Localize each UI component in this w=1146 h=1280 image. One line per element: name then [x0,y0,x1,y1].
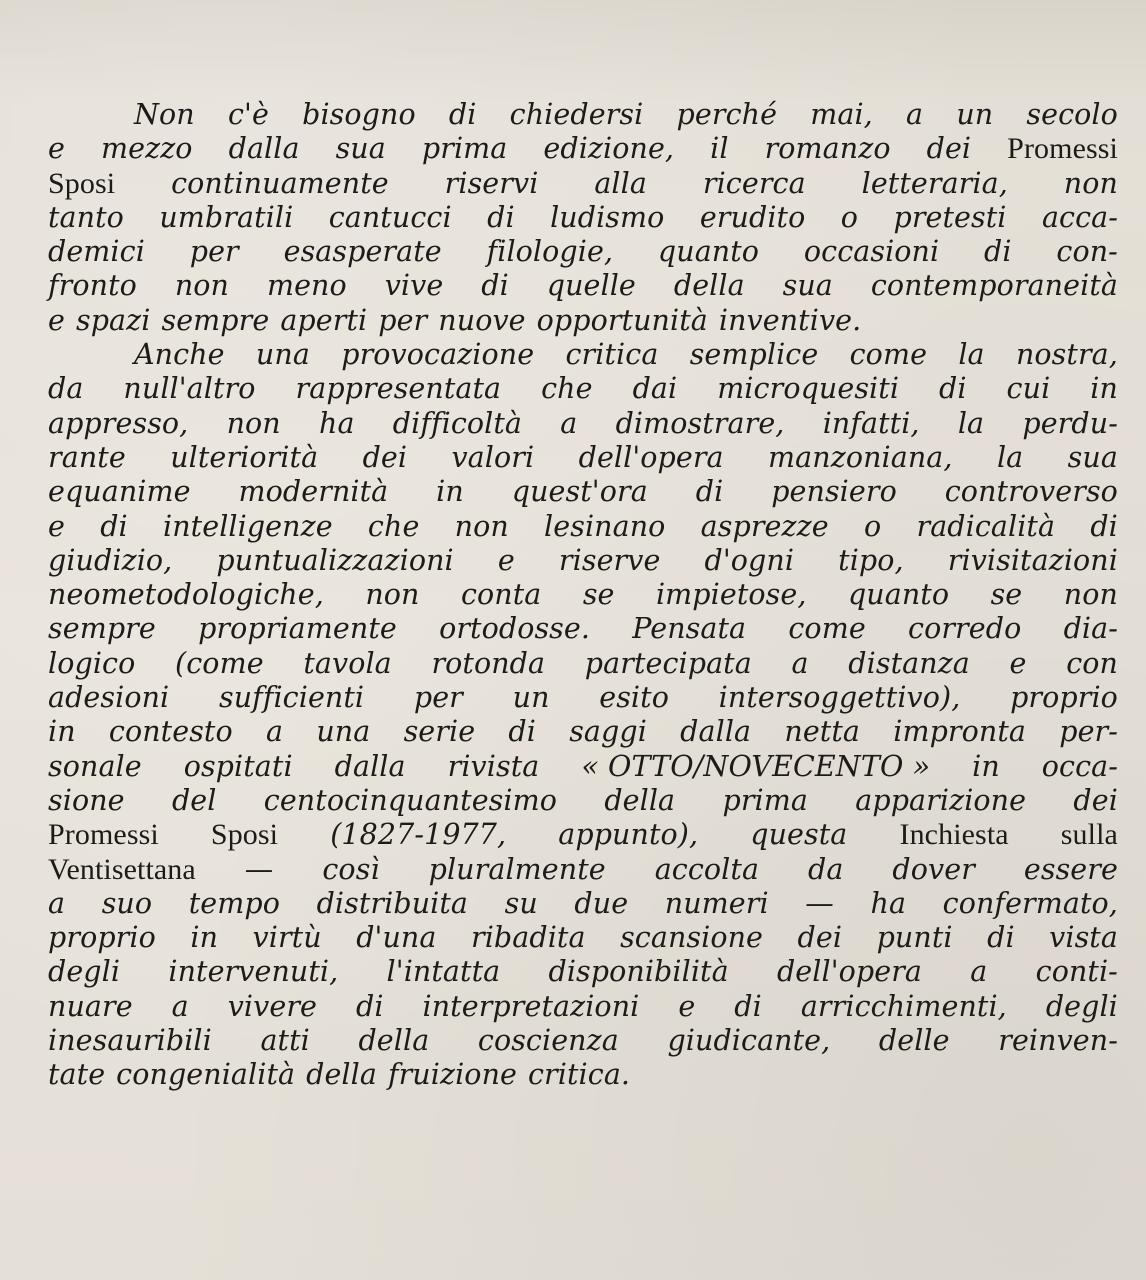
word: come [849,338,928,372]
word: proprio [1010,681,1118,715]
word: con [1066,646,1118,680]
word: modernità [238,475,389,509]
word: un [956,98,994,131]
word: cantucci [328,200,452,234]
word: opportunità [536,303,708,337]
word: semplice [689,338,819,372]
word: suo [101,886,153,920]
word: sufficienti [218,681,365,715]
word: bisogno [302,98,416,131]
word: prima [421,132,508,166]
word: degli [1045,989,1118,1023]
word: una [316,715,371,749]
word: a [970,955,988,989]
word: netta [784,715,860,749]
word: dalla [680,715,752,749]
word: sua [1067,440,1118,474]
word: che [367,509,420,543]
word: della [306,1058,377,1092]
text-line [48,304,1118,338]
word: da [48,372,84,406]
word: edizione, [543,132,675,166]
word: partecipata [584,646,752,680]
word: così [322,852,380,886]
text-line [48,990,1118,1024]
word: propriamente [198,612,397,646]
word: romanzo [764,132,891,166]
text-line [48,475,1118,509]
text-line [48,647,1118,681]
word: null'altro [123,372,256,406]
word: non [174,269,230,303]
word: virtù [252,921,322,955]
word: lesinano [544,509,666,543]
word: non [454,509,509,543]
word: in [190,921,219,955]
word: sulla [1060,818,1118,852]
word: del [171,783,217,817]
text-line [48,955,1118,989]
text-line [48,338,1118,372]
word: o [840,200,859,234]
word: della [358,1024,430,1058]
text-line [48,1024,1118,1058]
text-line [48,681,1118,715]
word: ribadita [470,921,586,955]
word: reinven- [998,1024,1118,1058]
word: giudicante, [667,1024,831,1058]
word: di [987,921,1015,955]
word: non [1063,578,1118,612]
word: contemporaneità [870,269,1118,303]
word: equanime [48,475,191,509]
word: rivista [447,749,540,783]
word: conta [460,578,542,612]
word: letteraria, [861,166,1008,200]
word: e [1009,646,1027,680]
word: rappresentata [295,372,502,406]
word: a [560,406,578,440]
word: — [244,852,274,886]
word: della [673,269,745,303]
text-line [48,201,1118,235]
word: saggi [569,715,647,749]
word: impietose, [655,578,807,612]
word: la [958,338,985,372]
text-line [48,784,1118,818]
word: ulteriorità [170,440,319,474]
word: sempre [161,303,270,337]
word: d'una [356,921,437,955]
word: (1827-1977, [330,818,507,852]
word: manzoniana, [768,440,953,474]
word: perché [676,98,778,131]
text-line [48,544,1118,578]
word: dei [797,921,843,955]
word: per [413,681,463,715]
word: non [226,406,281,440]
word: dai [632,372,678,406]
word: in [1090,372,1118,406]
word: il [710,132,729,166]
word: ospitati [183,749,293,783]
word: delle [878,1024,950,1058]
word: rotonda [431,646,546,680]
word: vive [384,269,444,303]
word: a [48,886,66,920]
word: scansione [620,921,764,955]
word: — [805,886,834,920]
word: Promessi [1007,132,1118,166]
word: dalla [228,132,300,166]
word: tate [48,1058,106,1092]
word: inesauribili [48,1024,212,1058]
word: o [863,509,882,543]
word: radicalità [916,509,1056,543]
word: in [436,475,464,509]
text-line [48,887,1118,921]
word: proprio [48,921,156,955]
word: apparizione [855,783,1027,817]
word: difficoltà [392,406,523,440]
word: e [48,303,65,337]
text-line [48,1058,1118,1092]
word: due [574,886,629,920]
word: Pensata [632,612,747,646]
word: nuove [438,303,526,337]
word: se [990,578,1023,612]
word: a [265,715,284,749]
word: mai, [810,98,873,131]
word: dalla [334,749,406,783]
word: corredo [908,612,1022,646]
word: per- [1059,715,1118,749]
word: (come [175,646,264,680]
word: intelligenze [163,509,333,543]
word: sua [335,132,386,166]
word: e [497,543,515,577]
word: non [365,578,420,612]
word: filologie, [486,235,614,269]
text-line [48,510,1118,544]
word: tipo, [838,543,904,577]
word: Sposi [210,818,279,852]
word: e [678,989,696,1023]
text-line [48,167,1118,201]
word: Ventisettana [48,852,196,886]
word: continuamente [171,166,389,200]
text-line [48,921,1118,955]
word: di [100,509,128,543]
word: coscienza [477,1024,619,1058]
word: confermato, [942,886,1118,920]
word: intervenuti, [168,955,339,989]
word: sua [782,269,833,303]
word: esasperate [283,235,442,269]
word: di [939,372,967,406]
word: atti [260,1024,310,1058]
word: distanza [848,646,970,680]
word: c'è [227,98,269,131]
text-line [48,578,1118,612]
word: vivere [227,989,318,1023]
word: Promessi [48,818,159,852]
word: critica [565,338,659,372]
word: conti- [1035,955,1118,989]
word: di [448,98,477,131]
word: cui [1006,372,1051,406]
word: distribuita [316,886,469,920]
word: su [504,886,538,920]
word: dimostrare, [615,406,785,440]
word: Non [134,98,195,131]
text-line [48,269,1118,303]
word: rante [48,440,126,474]
word: della [604,783,676,817]
word: quanto [847,578,950,612]
word: tanto [48,200,124,234]
text-line [48,372,1118,406]
word: microquesiti [717,372,900,406]
word: Sposi [48,166,116,200]
word: alla [594,166,647,200]
word: degli [48,955,121,989]
word: dell'opera [776,955,923,989]
word: dei [362,440,408,474]
word: occa- [1041,749,1118,783]
word: se [582,578,615,612]
word: interpretazioni [422,989,640,1023]
text-line [48,612,1118,646]
word: ha [870,886,907,920]
word: riserve [558,543,661,577]
word: punti [876,921,953,955]
word: acca- [1041,200,1118,234]
word: di [1090,509,1118,543]
word: logico [48,646,136,680]
word: provocazione [341,338,535,372]
word: impronta [893,715,1026,749]
word: di [734,989,762,1023]
word: neometodologiche, [48,578,324,612]
word: con- [1056,235,1118,269]
text-line [48,818,1118,852]
text-line [48,853,1118,887]
word: pretesti [893,200,1007,234]
word: rivisitazioni [947,543,1118,577]
word: ricerca [702,166,806,200]
word: la [996,440,1024,474]
word: appresso, [48,406,189,440]
word: giudizio, [48,543,173,577]
text-line [48,98,1118,132]
word: intersoggettivo), [718,681,961,715]
word: erudito [699,200,806,234]
word: valori [451,440,535,474]
word: e [48,132,65,166]
word: che [541,372,593,406]
word: quest'ora [511,475,648,509]
word: nuare [48,989,133,1023]
word: congenialità [116,1058,296,1092]
word: dei [1073,783,1118,817]
word: a [171,989,189,1023]
word: ludismo [550,200,665,234]
word: adesioni [48,681,170,715]
word: arricchimenti, [800,989,1007,1023]
word: demici [48,235,145,269]
word: dei [926,132,972,166]
word: un [512,681,550,715]
word: per [189,235,239,269]
word: « OTTO/NOVECENTO » [581,749,931,783]
word: spazi [75,303,151,337]
word: infatti, [822,406,920,440]
word: Anche [134,338,225,372]
text-line [48,750,1118,784]
word: esito [599,681,669,715]
word: sione [48,783,125,817]
word: contesto [108,715,233,749]
word: d'ogni [704,543,795,577]
paragraph [48,338,1118,1093]
word: l'intatta [386,955,501,989]
word: ortodosse. [439,612,591,646]
word: in [48,715,76,749]
word: di [695,475,724,509]
word: critica. [528,1058,631,1092]
word: nostra, [1015,338,1118,372]
text-line [48,132,1118,166]
word: chiedersi [509,98,644,131]
word: pluralmente [428,852,606,886]
word: umbratili [159,200,294,234]
word: quelle [546,269,636,303]
word: a [791,646,809,680]
word: non [1063,166,1118,200]
word: appunto), [558,818,699,852]
word: in [972,749,1000,783]
word: come [788,612,866,646]
word: di [481,269,509,303]
word: per [378,303,428,337]
word: quanto [657,235,760,269]
word: vista [1049,921,1118,955]
word: mezzo [100,132,193,166]
text-line [48,715,1118,749]
word: perdu- [1022,406,1118,440]
word: sonale [48,749,142,783]
text-line [48,235,1118,269]
word: riservi [444,166,539,200]
word: la [957,406,985,440]
text-line [48,441,1118,475]
word: di [487,200,515,234]
word: occasioni [803,235,940,269]
word: secolo [1026,98,1118,131]
word: asprezze [700,509,829,543]
word: controverso [944,475,1118,509]
word: di [355,989,384,1023]
word: pensiero [771,475,897,509]
word: accolta [654,852,760,886]
word: da [808,852,844,886]
word: numeri [664,886,769,920]
word: a [906,98,924,131]
word: dia- [1063,612,1118,646]
word: ha [318,406,355,440]
word: inventive. [718,303,862,337]
word: meno [266,269,347,303]
word: dell'opera [578,440,724,474]
word: di [508,715,536,749]
paragraph [48,98,1118,338]
word: una [255,338,310,372]
word: disponibilità [548,955,729,989]
word: essere [1023,852,1118,886]
text-line [48,407,1118,441]
word: Inchiesta [899,818,1009,852]
word: dover [892,852,975,886]
word: sempre [48,612,156,646]
word: prima [722,783,808,817]
word: aperti [280,303,368,337]
word: centocinquantesimo [263,783,557,817]
word: tavola [303,646,392,680]
word: di [984,235,1012,269]
word: fruizione [387,1058,517,1092]
word: puntualizzazioni [216,543,454,577]
body-text [48,98,1118,1093]
word: e [48,509,65,543]
word: questa [750,818,848,852]
word: tempo [188,886,280,920]
word: fronto [48,269,137,303]
word: serie [403,715,476,749]
